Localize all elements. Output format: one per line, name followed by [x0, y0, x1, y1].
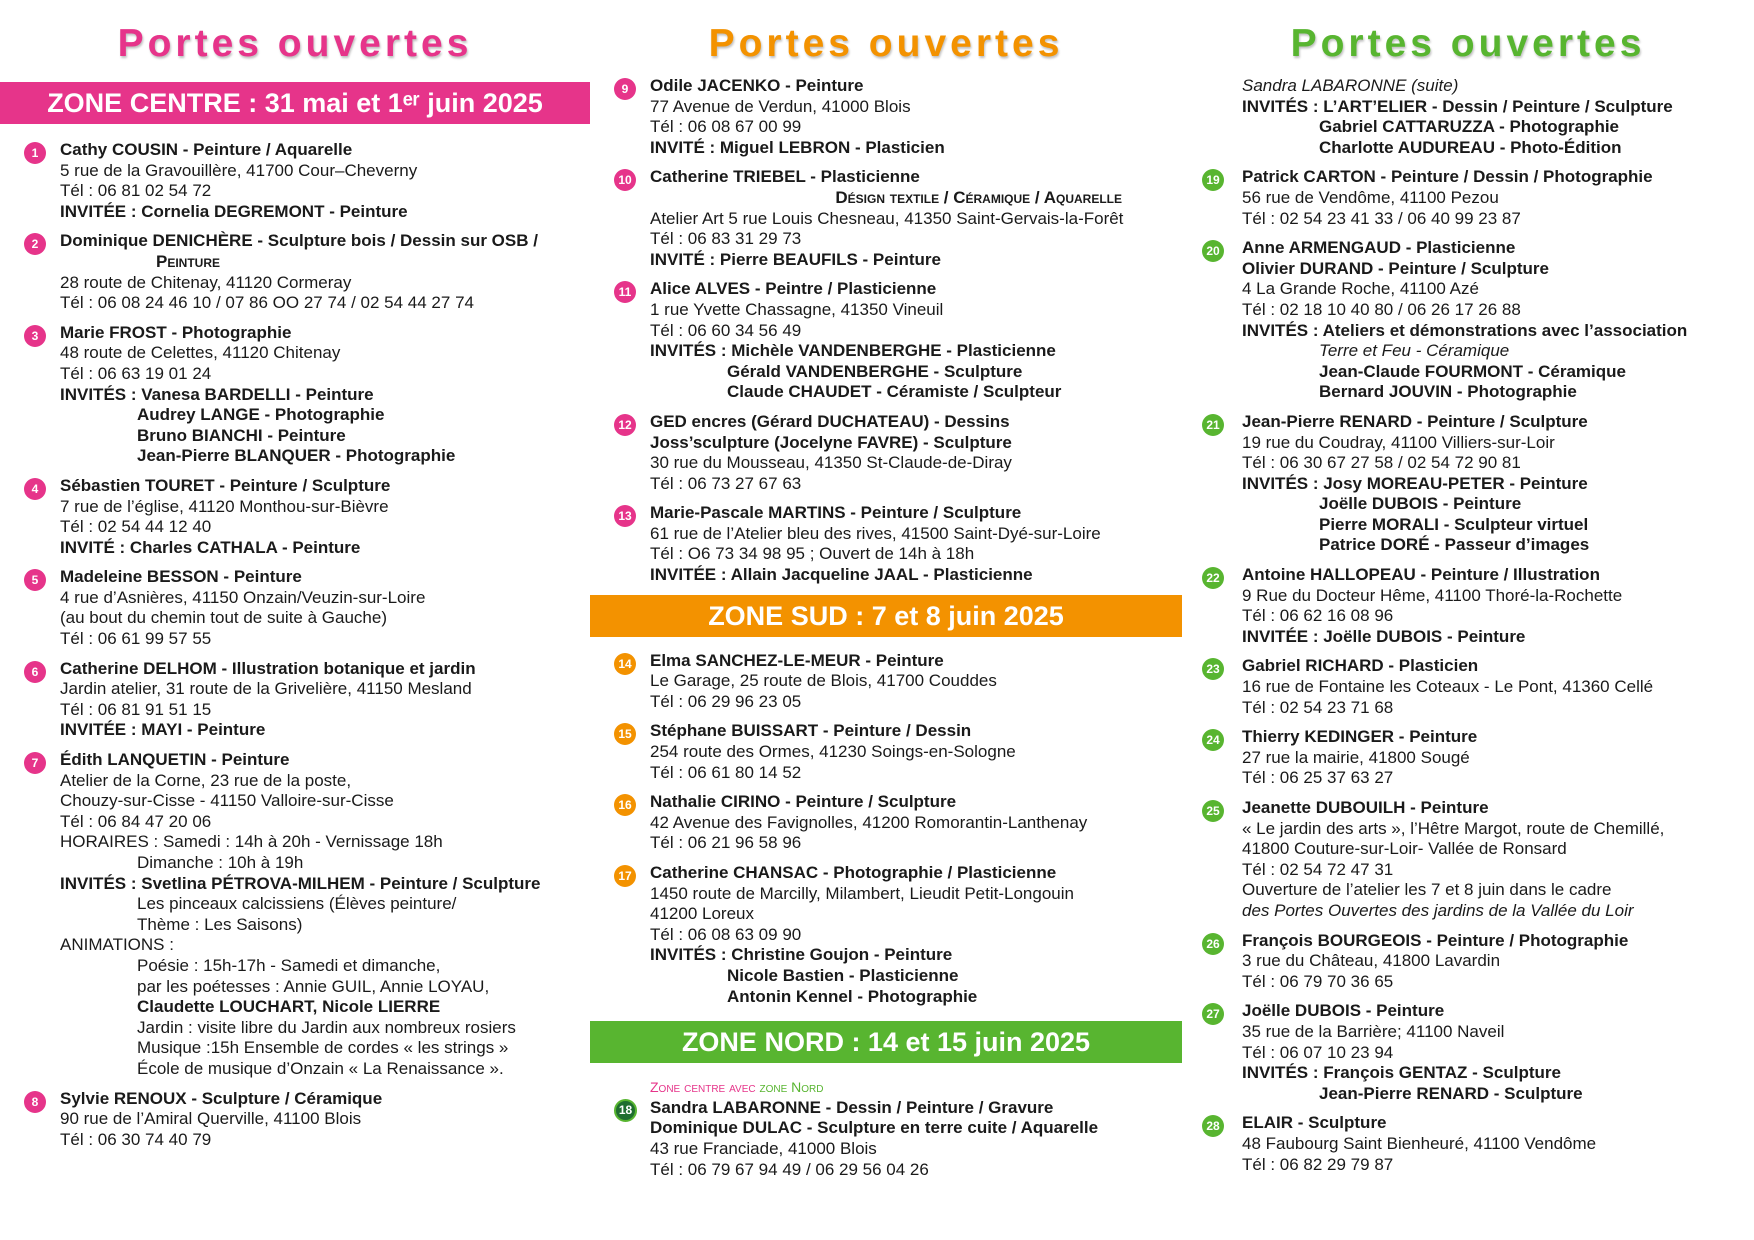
entry-number-badge: 20 — [1202, 240, 1224, 262]
entry-line: 1 rue Yvette Chassagne, 41350 Vineuil — [650, 299, 944, 319]
entry-line: Chouzy-sur-Cisse - 41150 Valloire-sur-Cisse — [60, 791, 394, 811]
zone-note-b: zone Nord — [759, 1079, 824, 1096]
entry-line: ANIMATIONS : — [60, 935, 174, 955]
entry-line: 77 Avenue de Verdun, 41000 Blois — [650, 96, 911, 116]
entry-line: Tél : 06 79 70 36 65 — [1242, 971, 1394, 991]
entry-line: 48 Faubourg Saint Bienheuré, 41100 Vendôme — [1242, 1133, 1597, 1153]
artist-entry — [0, 1089, 590, 1151]
entry-line: 41200 Loreux — [650, 904, 754, 924]
artist-entry — [1182, 1113, 1754, 1175]
entry-number-badge: 23 — [1202, 658, 1224, 680]
entry-number-badge: 26 — [1202, 933, 1224, 955]
entry-line: 28 route de Chitenay, 41120 Cormeray — [60, 272, 352, 292]
entry-line: Dimanche : 10h à 19h — [137, 853, 304, 872]
entry-line: 3 rue du Château, 41800 Lavardin — [1242, 951, 1501, 971]
artist-entry — [1182, 931, 1754, 993]
column-title: Portes ouvertes — [1290, 22, 1646, 65]
entry-line: Joëlle DUBOIS - Peinture — [1242, 1001, 1445, 1021]
entry-number-badge: 16 — [614, 794, 636, 816]
entry-line: Nicole Bastien - Plasticienne — [727, 965, 959, 985]
entry-line: Sandra LABARONNE - Dessin / Peinture / Gravure — [650, 1097, 1054, 1117]
entry-line: Ouverture de l’atelier les 7 et 8 juin dans le cadre — [1242, 880, 1612, 900]
entry-line: Bruno BIANCHI - Peinture — [137, 425, 346, 445]
entry-number-badge: 25 — [1202, 800, 1224, 822]
entry-line: INVITÉS : Josy MOREAU-PETER - Peinture — [1242, 473, 1588, 493]
entry-line: 254 route des Ormes, 41230 Soings-en-Sologne — [650, 742, 1016, 762]
artist-entry — [0, 323, 590, 467]
artist-entry — [590, 721, 1182, 783]
entry-number-badge: 3 — [24, 325, 46, 347]
entry-line: Odile JACENKO - Peinture — [650, 76, 864, 95]
entry-line: Tél : 02 18 10 40 80 / 06 26 17 26 88 — [1242, 299, 1521, 319]
entry-line: Tél : 06 07 10 23 94 — [1242, 1042, 1394, 1062]
entry-number-badge: 11 — [614, 281, 636, 303]
entry-number-badge: 13 — [614, 505, 636, 527]
entry-line: Cathy COUSIN - Peinture / Aquarelle — [60, 140, 353, 159]
entry-line: Catherine DELHOM - Illustration botanique et jardin — [60, 658, 476, 678]
artist-entry — [590, 412, 1182, 494]
artist-entry — [0, 659, 590, 741]
entry-line: Édith LANQUETIN - Peinture — [60, 750, 290, 770]
zone-note — [650, 1077, 1182, 1098]
entry-line: INVITÉS : Christine Goujon - Peinture — [650, 945, 953, 965]
entry-line: INVITÉE : Cornelia DEGREMONT - Peinture — [60, 201, 408, 221]
entry-line: Jean-Pierre RENARD - Peinture / Sculpture — [1242, 411, 1588, 431]
artist-entry — [590, 503, 1182, 585]
entry-number-badge: 8 — [24, 1091, 46, 1113]
entry-line: INVITÉS : Michèle VANDENBERGHE - Plasticienne — [650, 341, 1056, 361]
entry-line: École de musique d’Onzain « La Renaissance ». — [137, 1058, 504, 1078]
entry-line: 30 rue du Mousseau, 41350 St-Claude-de-Diray — [650, 453, 1012, 473]
entry-line: Elma SANCHEZ-LE-MEUR - Peinture — [650, 650, 944, 670]
entry-line: INVITÉ : Pierre BEAUFILS - Peinture — [650, 249, 941, 269]
entry-line: Tél : 06 84 47 20 06 — [60, 811, 212, 831]
entry-line: Gabriel CATTARUZZA - Photographie — [1319, 117, 1620, 137]
entry-line: Le Garage, 25 route de Blois, 41700 Couddes — [650, 671, 997, 691]
entry-line: 5 rue de la Gravouillère, 41700 Cour–Cheverny — [60, 160, 418, 180]
entry-list — [1182, 167, 1754, 1175]
artist-entry — [590, 76, 1182, 158]
entry-number-badge: 7 — [24, 752, 46, 774]
entry-line: Antoine HALLOPEAU - Peinture / Illustration — [1242, 565, 1600, 585]
entry-line: Tél : 06 30 67 27 58 / 02 54 72 90 81 — [1242, 453, 1521, 473]
entry-line: Nathalie CIRINO - Peinture / Sculpture — [650, 792, 957, 812]
entry-line: Patrice DORÉ - Passeur d’images — [1319, 535, 1590, 555]
entry-number-badge: 2 — [24, 233, 46, 255]
entry-line: Tél : 06 61 80 14 52 — [650, 762, 802, 782]
entry-line: Thierry KEDINGER - Peinture — [1242, 727, 1478, 747]
entry-line: Tél : 06 21 96 58 96 — [650, 833, 802, 853]
artist-entry — [590, 279, 1182, 403]
artist-entry — [1182, 565, 1754, 647]
entry-number-badge: 24 — [1202, 729, 1224, 751]
artist-entry — [590, 651, 1182, 713]
entry-list — [590, 651, 1182, 1008]
entry-line: 4 La Grande Roche, 41100 Azé — [1242, 279, 1479, 299]
entry-line: Tél : 06 81 91 51 15 — [60, 699, 212, 719]
artist-entry — [590, 863, 1182, 1007]
entry-line: Tél : 06 82 29 79 87 — [1242, 1154, 1394, 1174]
entry-number-badge: 21 — [1202, 414, 1224, 436]
continued-entry — [1182, 76, 1754, 158]
artist-entry — [590, 167, 1182, 270]
artist-entry — [1182, 1001, 1754, 1104]
entry-line: Jardin : visite libre du Jardin aux nombreux rosiers — [137, 1017, 516, 1037]
entry-line: INVITÉS : Svetlina PÉTROVA-MILHEM - Peinture / Sculpture — [60, 873, 541, 893]
entry-line: 90 rue de l’Amiral Querville, 41100 Blois — [60, 1109, 362, 1129]
entry-line: Audrey LANGE - Photographie — [137, 405, 385, 425]
entry-line: Tél : 06 08 63 09 90 — [650, 924, 802, 944]
entry-number-badge: 4 — [24, 478, 46, 500]
entry-line: Tél : 06 08 67 00 99 — [650, 117, 802, 137]
entry-list — [0, 140, 590, 1150]
artist-entry — [0, 750, 590, 1080]
entry-line: Jean-Claude FOURMONT - Céramique — [1319, 361, 1626, 381]
entry-line: Sandra LABARONNE (suite) — [1242, 76, 1459, 95]
artist-entry — [0, 476, 590, 558]
column-3 — [1182, 0, 1754, 1240]
entry-line: Anne ARMENGAUD - Plasticienne — [1242, 238, 1516, 258]
entry-line: Marie FROST - Photographie — [60, 322, 292, 342]
entry-number-badge: 5 — [24, 569, 46, 591]
column-1 — [0, 0, 590, 1240]
entry-number-badge: 18 — [614, 1099, 637, 1122]
entry-line: Tél : 06 62 16 08 96 — [1242, 606, 1394, 626]
entry-line: Stéphane BUISSART - Peinture / Dessin — [650, 721, 972, 741]
entry-line: ELAIR - Sculpture — [1242, 1113, 1387, 1133]
entry-line: Charlotte AUDUREAU - Photo-Édition — [1319, 137, 1622, 157]
entry-line: François BOURGEOIS - Peinture / Photographie — [1242, 930, 1629, 950]
entry-line: 4 rue d’Asnières, 41150 Onzain/Veuzin-sur-Loire — [60, 587, 426, 607]
artist-entry — [1182, 238, 1754, 403]
entry-line: par les poétesses : Annie GUIL, Annie LOYAU, — [137, 976, 490, 996]
entry-line: Thème : Les Saisons) — [137, 914, 303, 934]
entry-line: Tél : 06 83 31 29 73 — [650, 229, 802, 249]
artist-entry — [0, 140, 590, 222]
entry-line: Les pinceaux calcissiens (Élèves peinture/ — [137, 894, 457, 914]
entry-line: 27 rue la mairie, 41800 Sougé — [1242, 747, 1470, 767]
entry-line: Claude CHAUDET - Céramiste / Sculpteur — [727, 382, 1062, 402]
entry-line: Bernard JOUVIN - Photographie — [1319, 382, 1577, 402]
artist-entry — [590, 792, 1182, 854]
entry-line: INVITÉE : Allain Jacqueline JAAL - Plasticienne — [650, 565, 1033, 585]
entry-line: GED encres (Gérard DUCHATEAU) - Dessins — [650, 411, 1010, 431]
entry-number-badge: 1 — [24, 142, 46, 164]
entry-line: Atelier Art 5 rue Louis Chesneau, 41350 Saint-Gervais-la-Forêt — [650, 208, 1124, 228]
entry-number-badge: 12 — [614, 414, 636, 436]
artist-entry — [1182, 656, 1754, 718]
entry-line: Atelier de la Corne, 23 rue de la poste, — [60, 770, 352, 790]
entry-line: 9 Rue du Docteur Hême, 41100 Thoré-la-Rochette — [1242, 585, 1623, 605]
zone-centre-banner: ZONE CENTRE : 31 mai et 1ᵉʳ juin 2025 — [0, 82, 590, 124]
entry-line: Catherine TRIEBEL - Plasticienne — [650, 167, 920, 187]
entry-line: Madeleine BESSON - Peinture — [60, 567, 302, 587]
entry-line: HORAIRES : Samedi : 14h à 20h - Vernissage 18h — [60, 832, 443, 852]
entry-line: INVITÉ : Miguel LEBRON - Plasticien — [650, 137, 945, 157]
zone-note-a: Zone centre avec — [650, 1079, 760, 1096]
entry-line: Joëlle DUBOIS - Peinture — [1319, 494, 1522, 514]
artist-entry — [0, 567, 590, 649]
entry-line: Dominique DENICHÈRE - Sculpture bois / Dessin sur OSB / — [60, 231, 538, 251]
entry-line: Antonin Kennel - Photographie — [727, 986, 978, 1006]
entry-line: INVITÉS : Ateliers et démonstrations avec l’association — [1242, 320, 1688, 340]
zone-sud-banner: ZONE SUD : 7 et 8 juin 2025 — [590, 595, 1182, 637]
entry-line: 7 rue de l’église, 41120 Monthou-sur-Bièvre — [60, 496, 389, 516]
entry-number-badge: 10 — [614, 169, 636, 191]
entry-line: INVITÉS : L’ART’ELIER - Dessin / Peinture / Sculpture — [1242, 96, 1673, 116]
entry-line: Dominique DULAC - Sculpture en terre cuite / Aquarelle — [650, 1118, 1099, 1138]
entry-line: INVITÉS : François GENTAZ - Sculpture — [1242, 1063, 1561, 1083]
entry-line: Tél : 02 54 23 41 33 / 06 40 99 23 87 — [1242, 208, 1521, 228]
artist-entry — [1182, 167, 1754, 229]
entry-line: INVITÉ : Charles CATHALA - Peinture — [60, 537, 361, 557]
entry-line: INVITÉE : Joëlle DUBOIS - Peinture — [1242, 626, 1526, 646]
entry-line: des Portes Ouvertes des jardins de la Vallée du Loir — [1242, 900, 1634, 920]
entry-line: Désign textile / Céramique / Aquarelle — [835, 187, 1122, 207]
entry-number-badge: 15 — [614, 723, 636, 745]
entry-line: Gabriel RICHARD - Plasticien — [1242, 656, 1479, 676]
artist-entry — [1182, 412, 1754, 556]
entry-line: (au bout du chemin tout de suite à Gauche) — [60, 608, 387, 628]
column-2 — [590, 0, 1182, 1240]
entry-number-badge: 14 — [614, 653, 636, 675]
entry-line: Peinture — [156, 251, 221, 271]
entry-line: Tél : 06 63 19 01 24 — [60, 363, 212, 383]
entry-line: Terre et Feu - Céramique — [1319, 341, 1510, 361]
entry-line: Tél : 06 81 02 54 72 — [60, 181, 212, 201]
column-title: Portes ouvertes — [708, 22, 1064, 65]
entry-line: 19 rue du Coudray, 41100 Villiers-sur-Loir — [1242, 432, 1555, 452]
entry-line: Jean-Pierre BLANQUER - Photographie — [137, 446, 456, 466]
entry-line: Poésie : 15h-17h - Samedi et dimanche, — [137, 955, 441, 975]
entry-number-badge: 6 — [24, 661, 46, 683]
entry-number-badge: 17 — [614, 865, 636, 887]
entry-line: Joss’sculpture (Jocelyne FAVRE) - Sculpture — [650, 432, 1012, 452]
entry-line: 61 rue de l’Atelier bleu des rives, 41500 Saint-Dyé-sur-Loire — [650, 523, 1101, 543]
entry-line: INVITÉS : Vanesa BARDELLI - Peinture — [60, 384, 374, 404]
entry-line: 1450 route de Marcilly, Milambert, Lieudit Petit-Longouin — [650, 883, 1074, 903]
entry-line: 48 route de Celettes, 41120 Chitenay — [60, 343, 341, 363]
entry-line: Tél : 02 54 23 71 68 — [1242, 697, 1394, 717]
entry-line: Tél : 02 54 72 47 31 — [1242, 859, 1394, 879]
entry-line: Tél : O6 73 34 98 95 ; Ouvert de 14h à 18h — [650, 544, 975, 564]
entry-list — [590, 1077, 1182, 1180]
entry-line: Tél : 06 61 99 57 55 — [60, 629, 212, 649]
entry-line: Pierre MORALI - Sculpteur virtuel — [1319, 514, 1589, 534]
entry-line: Musique :15h Ensemble de cordes « les strings » — [137, 1038, 509, 1058]
entry-line: Alice ALVES - Peintre / Plasticienne — [650, 279, 937, 299]
entry-line: 43 rue Franciade, 41000 Blois — [650, 1138, 877, 1158]
entry-line: Patrick CARTON - Peinture / Dessin / Photographie — [1242, 167, 1653, 187]
artist-entry — [0, 231, 590, 313]
entry-line: Jean-Pierre RENARD - Sculpture — [1319, 1083, 1583, 1103]
entry-line: Sylvie RENOUX - Sculpture / Céramique — [60, 1088, 383, 1108]
entry-line: Claudette LOUCHART, Nicole LIERRE — [137, 997, 441, 1017]
entry-line: Tél : 06 25 37 63 27 — [1242, 768, 1394, 788]
entry-line: Tél : 06 73 27 67 63 — [650, 473, 802, 493]
entry-line: 42 Avenue des Favignolles, 41200 Romorantin-Lanthenay — [650, 812, 1088, 832]
entry-line: Tél : 06 79 67 94 49 / 06 29 56 04 26 — [650, 1159, 929, 1179]
artist-entry — [590, 1077, 1182, 1180]
entry-line: 16 rue de Fontaine les Coteaux - Le Pont, 41360 Cellé — [1242, 677, 1654, 697]
entry-line: 56 rue de Vendôme, 41100 Pezou — [1242, 187, 1499, 207]
entry-number-badge: 28 — [1202, 1115, 1224, 1137]
entry-line: « Le jardin des arts », l’Hêtre Margot, route de Chemillé, — [1242, 818, 1665, 838]
entry-line: Olivier DURAND - Peinture / Sculpture — [1242, 258, 1549, 278]
entry-line: Tél : 06 29 96 23 05 — [650, 691, 802, 711]
entry-line: Marie-Pascale MARTINS - Peinture / Sculpture — [650, 503, 1022, 523]
entry-number-badge: 19 — [1202, 169, 1224, 191]
column-title: Portes ouvertes — [117, 22, 473, 65]
entry-line: INVITÉE : MAYI - Peinture — [60, 720, 266, 740]
entry-line: Tél : 06 08 24 46 10 / 07 86 OO 27 74 / 02 54 44 27 74 — [60, 293, 474, 313]
artist-entry — [1182, 727, 1754, 789]
entry-line: Jardin atelier, 31 route de la Grivelière, 41150 Mesland — [60, 679, 472, 699]
entry-line: Jeanette DUBOUILH - Peinture — [1242, 798, 1489, 817]
entry-line: Tél : 06 60 34 56 49 — [650, 320, 802, 340]
artist-entry — [1182, 798, 1754, 922]
entry-line: Catherine CHANSAC - Photographie / Plasticienne — [650, 863, 1057, 882]
entry-list — [590, 76, 1182, 586]
entry-line: Tél : 06 30 74 40 79 — [60, 1129, 212, 1149]
entry-line: 41800 Couture-sur-Loir- Vallée de Ronsard — [1242, 839, 1567, 859]
entry-line: 35 rue de la Barrière; 41100 Naveil — [1242, 1021, 1505, 1041]
entry-line: Sébastien TOURET - Peinture / Sculpture — [60, 475, 391, 495]
entry-number-badge: 27 — [1202, 1003, 1224, 1025]
entry-number-badge: 9 — [614, 78, 636, 100]
entry-line: Tél : 02 54 44 12 40 — [60, 517, 212, 537]
entry-number-badge: 22 — [1202, 567, 1224, 589]
zone-nord-banner: ZONE NORD : 14 et 15 juin 2025 — [590, 1021, 1182, 1063]
entry-line: Gérald VANDENBERGHE - Sculpture — [727, 361, 1023, 381]
